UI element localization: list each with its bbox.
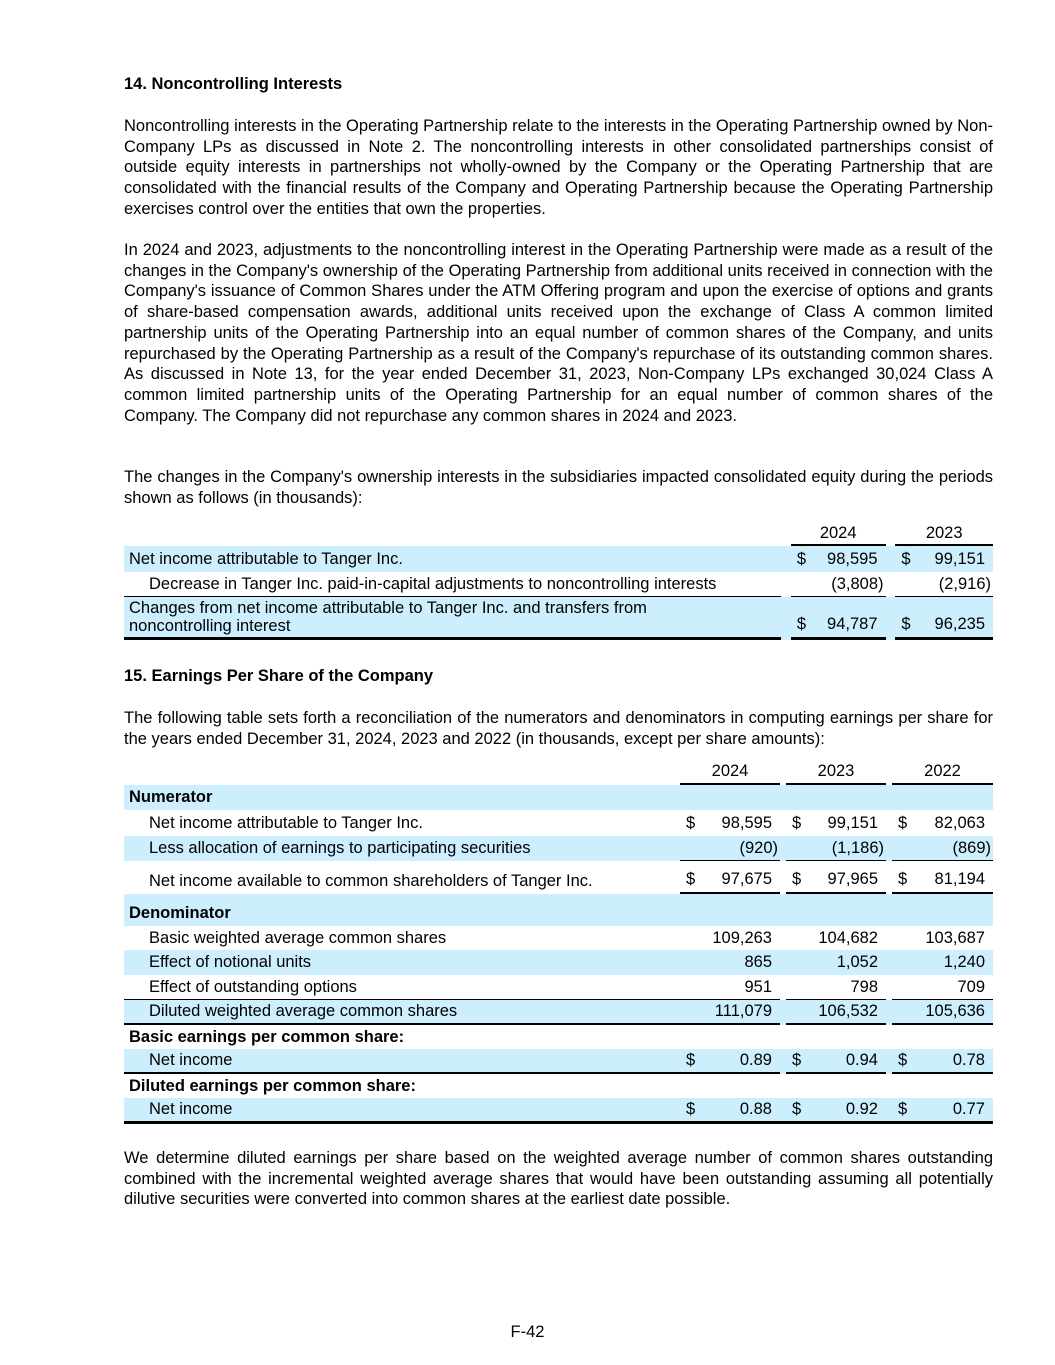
row-label (124, 597, 781, 640)
dollar-sign: $ (791, 546, 813, 572)
table-row (124, 1098, 993, 1124)
value-cell: 81,194 (914, 861, 993, 894)
table-header-row (124, 760, 993, 785)
dollar-sign: $ (786, 1049, 808, 1074)
value-cell: (869) (914, 836, 993, 861)
ownership-changes-table (124, 522, 993, 640)
section-label: Diluted earnings per common share: (129, 1076, 416, 1095)
value-cell: (2,916) (917, 572, 993, 597)
value-cell: 94,787 (813, 597, 886, 640)
section-15-paragraph-2: We determine diluted earnings per share based on the weighted average number of common shares outstanding combined with the incremental weighted average shares that would have been outstanding assuming all potentially dilutive securities were converted into common shares at the earliest date possible. (124, 1149, 993, 1209)
table-row (124, 836, 993, 861)
value-cell: 105,636 (914, 1000, 993, 1025)
value-cell: 1,052 (808, 950, 886, 975)
dollar-sign: $ (791, 597, 813, 640)
eps-reconciliation-table (124, 760, 993, 1124)
year-header: 2023 (786, 760, 886, 785)
year-header: 2022 (892, 760, 993, 785)
value-cell: 98,595 (721, 813, 772, 832)
year-header: 2024 (791, 522, 886, 546)
dollar-sign: $ (898, 813, 908, 832)
table-section-row (124, 1025, 993, 1049)
dollar-sign: $ (892, 1098, 914, 1124)
row-label: Decrease in Tanger Inc. paid-in-capital adjustments to noncontrolling interests (124, 572, 781, 597)
dollar-sign: $ (680, 861, 702, 894)
row-label: Net income attributable to Tanger Inc. (124, 546, 781, 572)
table-section-row (124, 785, 993, 810)
table-row (124, 950, 993, 975)
value-cell: 0.77 (914, 1098, 993, 1124)
value-cell: 82,063 (934, 813, 985, 832)
dollar-sign: $ (680, 1098, 702, 1124)
section-14-paragraph-1: Noncontrolling interests in the Operating Partnership relate to the interests in the Operating Partnership owned by Non-Company LPs as discussed in Note 2. The noncontrolling interests in other consolidated partnerships consist of outside equity interests in partnerships not wholly-owned by the Company or the Operating Partnership that are consolidated with the financial results of the Company and Operating Partnership because the Operating Partnership exercises control over the entities that own the properties. (124, 117, 993, 218)
value-cell: 106,532 (808, 1000, 886, 1025)
year-header: 2024 (680, 760, 780, 785)
value-cell: 0.88 (702, 1098, 780, 1124)
table-row (124, 861, 993, 894)
value-cell: 97,675 (702, 861, 780, 894)
dollar-sign: $ (786, 861, 808, 894)
value-cell: (920) (702, 836, 780, 861)
section-14-paragraph-2: In 2024 and 2023, adjustments to the noncontrolling interest in the Operating Partnership were made as a result of the changes in the Company's ownership of the Operating Partnership from additional units received in connection with the Company's issuance of Common Shares under the ATM Offering program and upon the exercise of options and grants of share-based compensation awards, additional units received upon the exchange of Class A common limited partnership units of the Operating Partnership into an equal number of common shares of the Company, and units repurchased by the Operating Partnership as a result of the Company's repurchase of its outstanding common shares. As discussed in Note 13, for the year ended December 31, 2023, Non-Company LPs exchanged 30,024 Class A common limited partnership units of the Operating Partnership for an equal number of common shares of the Company. The Company did not repurchase any common shares in 2024 and 2023. (124, 241, 993, 425)
page-number: F-42 (510, 1323, 545, 1341)
value-cell: 798 (808, 975, 886, 1000)
table-row (124, 926, 993, 950)
value-cell: 1,240 (914, 950, 993, 975)
value-cell: 865 (702, 950, 780, 975)
section-label: Basic earnings per common share: (129, 1027, 405, 1046)
dollar-sign: $ (892, 861, 914, 894)
row-label: Net income attributable to Tanger Inc. (149, 813, 423, 832)
table-row (124, 810, 993, 836)
row-label: Effect of notional units (124, 950, 676, 975)
row-label: Net income (124, 1049, 676, 1074)
table-header-row (124, 522, 993, 546)
value-cell: (1,186) (808, 836, 886, 861)
table-section-row (124, 894, 993, 926)
value-cell: 96,235 (917, 597, 993, 640)
row-label: Less allocation of earnings to participating securities (124, 836, 676, 861)
table-row (124, 546, 993, 572)
row-label-line: noncontrolling interest (129, 617, 291, 635)
table-row (124, 572, 993, 597)
row-label: Effect of outstanding options (124, 975, 676, 1000)
dollar-sign: $ (686, 813, 696, 832)
dollar-sign: $ (792, 813, 802, 832)
section-15-paragraph-1: The following table sets forth a reconciliation of the numerators and denominators in computing earnings per share for the years ended December 31, 2024, 2023 and 2022 (in thousands, except per share amounts): (124, 709, 993, 748)
value-cell: 99,151 (827, 813, 878, 832)
value-cell: 111,079 (702, 1000, 780, 1025)
value-cell: 99,151 (917, 546, 993, 572)
dollar-sign: $ (680, 1049, 702, 1074)
value-cell: 0.78 (914, 1049, 993, 1074)
row-label: Basic weighted average common shares (149, 928, 447, 947)
section-label: Numerator (124, 785, 676, 810)
row-label: Diluted weighted average common shares (124, 1000, 676, 1025)
table-section-row (124, 1074, 993, 1098)
value-cell: 709 (914, 975, 993, 1000)
dollar-sign: $ (786, 1098, 808, 1124)
value-cell: (3,808) (813, 572, 886, 597)
value-cell: 97,965 (808, 861, 886, 894)
value-cell: 0.94 (808, 1049, 886, 1074)
row-label: Net income (124, 1098, 676, 1124)
value-cell: 109,263 (712, 928, 772, 947)
table-row (124, 1049, 993, 1074)
table-row (124, 1000, 993, 1025)
value-cell: 104,682 (818, 928, 878, 947)
value-cell: 103,687 (925, 928, 985, 947)
section-15-heading: 15. Earnings Per Share of the Company (124, 667, 434, 685)
dollar-sign: $ (895, 546, 917, 572)
year-header: 2023 (895, 522, 993, 546)
row-label-line: Changes from net income attributable to Tanger Inc. and transfers from (129, 599, 647, 617)
value-cell: 0.92 (808, 1098, 886, 1124)
section-14-heading: 14. Noncontrolling Interests (124, 75, 343, 93)
value-cell: 951 (702, 975, 780, 1000)
row-label: Net income available to common shareholders of Tanger Inc. (149, 872, 593, 891)
table-row (124, 597, 993, 640)
dollar-sign: $ (892, 1049, 914, 1074)
table-row (124, 975, 993, 1000)
section-14-paragraph-3: The changes in the Company's ownership interests in the subsidiaries impacted consolidated equity during the periods shown as follows (in thousands): (124, 468, 993, 507)
section-label: Denominator (124, 894, 676, 926)
value-cell: 0.89 (702, 1049, 780, 1074)
dollar-sign: $ (895, 597, 917, 640)
value-cell: 98,595 (813, 546, 886, 572)
